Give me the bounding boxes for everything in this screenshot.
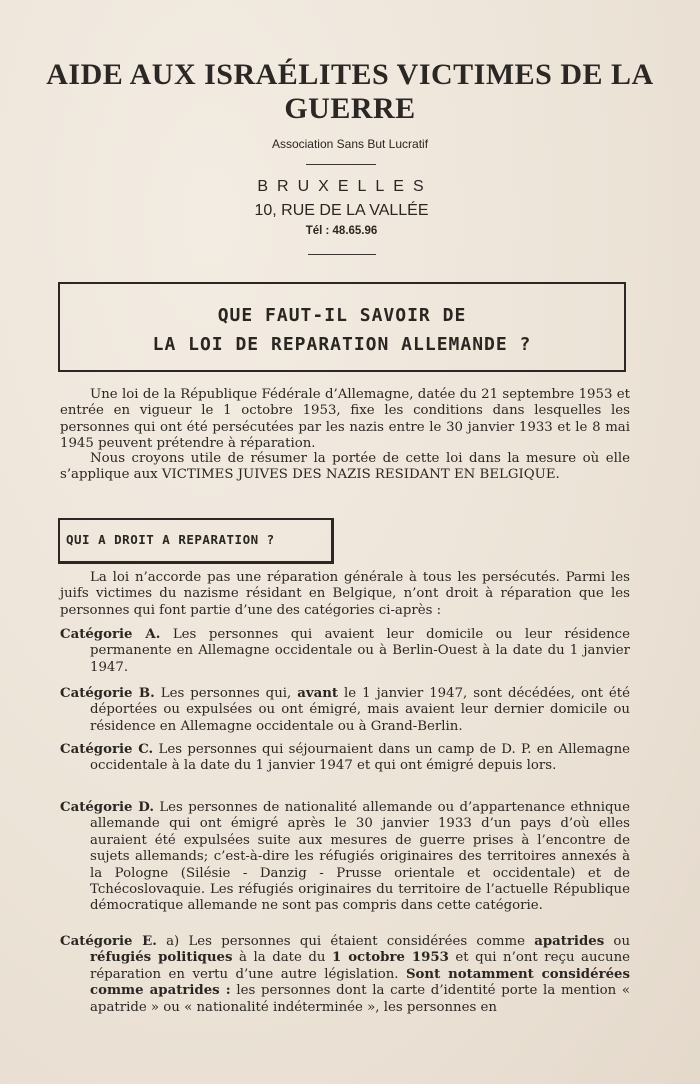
category-e: Catégorie E. a) Les personnes qui étaient considérées comme apatrides ou réfugiés politiques à la date du 1 octobre 1953 et qui n’ont reçu aucune réparation en vertu d’une autre législation. Sont notamment considérées comme apatrides : les personnes dont la carte d’identité porte la mention « apatride » ou « nationalité indéterminée », les personnes en bbox=[60, 934, 631, 1015]
category-e-label: Catégorie E. bbox=[60, 934, 157, 949]
category-c: Catégorie C. Les personnes qui séjournaient dans un camp de D. P. en Allemagne occidentale à la date du 1 janvier 1947 et qui ont émigré depuis lors. bbox=[60, 742, 631, 774]
address-street: 10, RUE DE LA VALLÉE bbox=[254, 202, 429, 219]
organization-subtitle: Association Sans But Lucratif bbox=[271, 137, 429, 151]
address-city: BRUXELLES bbox=[257, 178, 433, 195]
intro-paragraph-1: Une loi de la République Fédérale d’Allemagne, datée du 21 septembre 1953 et entrée en vigueur le 1 octobre 1953, fixe les conditions dans lesquelles les personnes qui ont été persécutées par les nazis entre le 30 janvier 1933 et le 8 mai 1945 peuvent prétendre à réparation. bbox=[60, 387, 630, 452]
main-heading bbox=[58, 301, 626, 359]
address-telephone: Tél : 48.65.96 bbox=[305, 225, 378, 237]
main-heading-line2: LA LOI DE REPARATION ALLEMANDE ? bbox=[152, 334, 532, 355]
category-a-label: Catégorie A. bbox=[60, 627, 161, 642]
category-a: Catégorie A. Les personnes qui avaient leur domicile ou leur résidence permanente en Allemagne occidentale ou à Berlin-Ouest à la date du 1 janvier 1947. bbox=[60, 627, 630, 675]
main-heading-line1: QUE FAUT-IL SAVOIR DE bbox=[217, 305, 467, 326]
category-b: Catégorie B. Les personnes qui, avant le 1 janvier 1947, sont décédées, ont été déportées ou expulsées ou ont émigré, mais avaient leur dernier domicile ou résidence en Allemagne occidentale ou à Grand-Berlin. bbox=[60, 686, 631, 734]
category-c-label: Catégorie C. bbox=[60, 742, 154, 757]
category-d: Catégorie D. Les personnes de nationalité allemande ou d’appartenance ethnique allemande qui ont émigré après le 30 janvier 1933 d’un pays d’où elles auraient été expulsées suite aux mesures de guerre prises à l’encontre de sujets allemands; c’est-à-dire les réfugiés originaires des territoires annexés à la Pologne (Silésie - Danzig - Prusse orientale et occidentale) et de Tchécoslovaquie. Les réfugiés originaires du territoire de l’actuelle République démocratique allemande ne sont pas compris dans cette catégorie. bbox=[60, 800, 630, 914]
category-d-label: Catégorie D. bbox=[60, 800, 154, 815]
section-heading: QUI A DROIT A REPARATION ? bbox=[66, 532, 275, 547]
divider-bottom bbox=[308, 254, 376, 255]
intro-paragraph-2: Nous croyons utile de résumer la portée de cette loi dans la mesure où elle s’applique aux VICTIMES JUIVES DES NAZIS RESIDANT EN BELGIQUE. bbox=[60, 451, 630, 483]
category-b-label: Catégorie B. bbox=[60, 686, 155, 701]
section-intro-paragraph: La loi n’accorde pas une réparation générale à tous les persécutés. Parmi les juifs victimes du nazisme résidant en Belgique, n’ont droit à réparation que les personnes qui font partie d’une des catégories ci-après : bbox=[60, 570, 630, 618]
divider-top bbox=[306, 164, 376, 165]
organization-title: AIDE AUX ISRAÉLITES VICTIMES DE LA GUERRE bbox=[46, 58, 654, 125]
